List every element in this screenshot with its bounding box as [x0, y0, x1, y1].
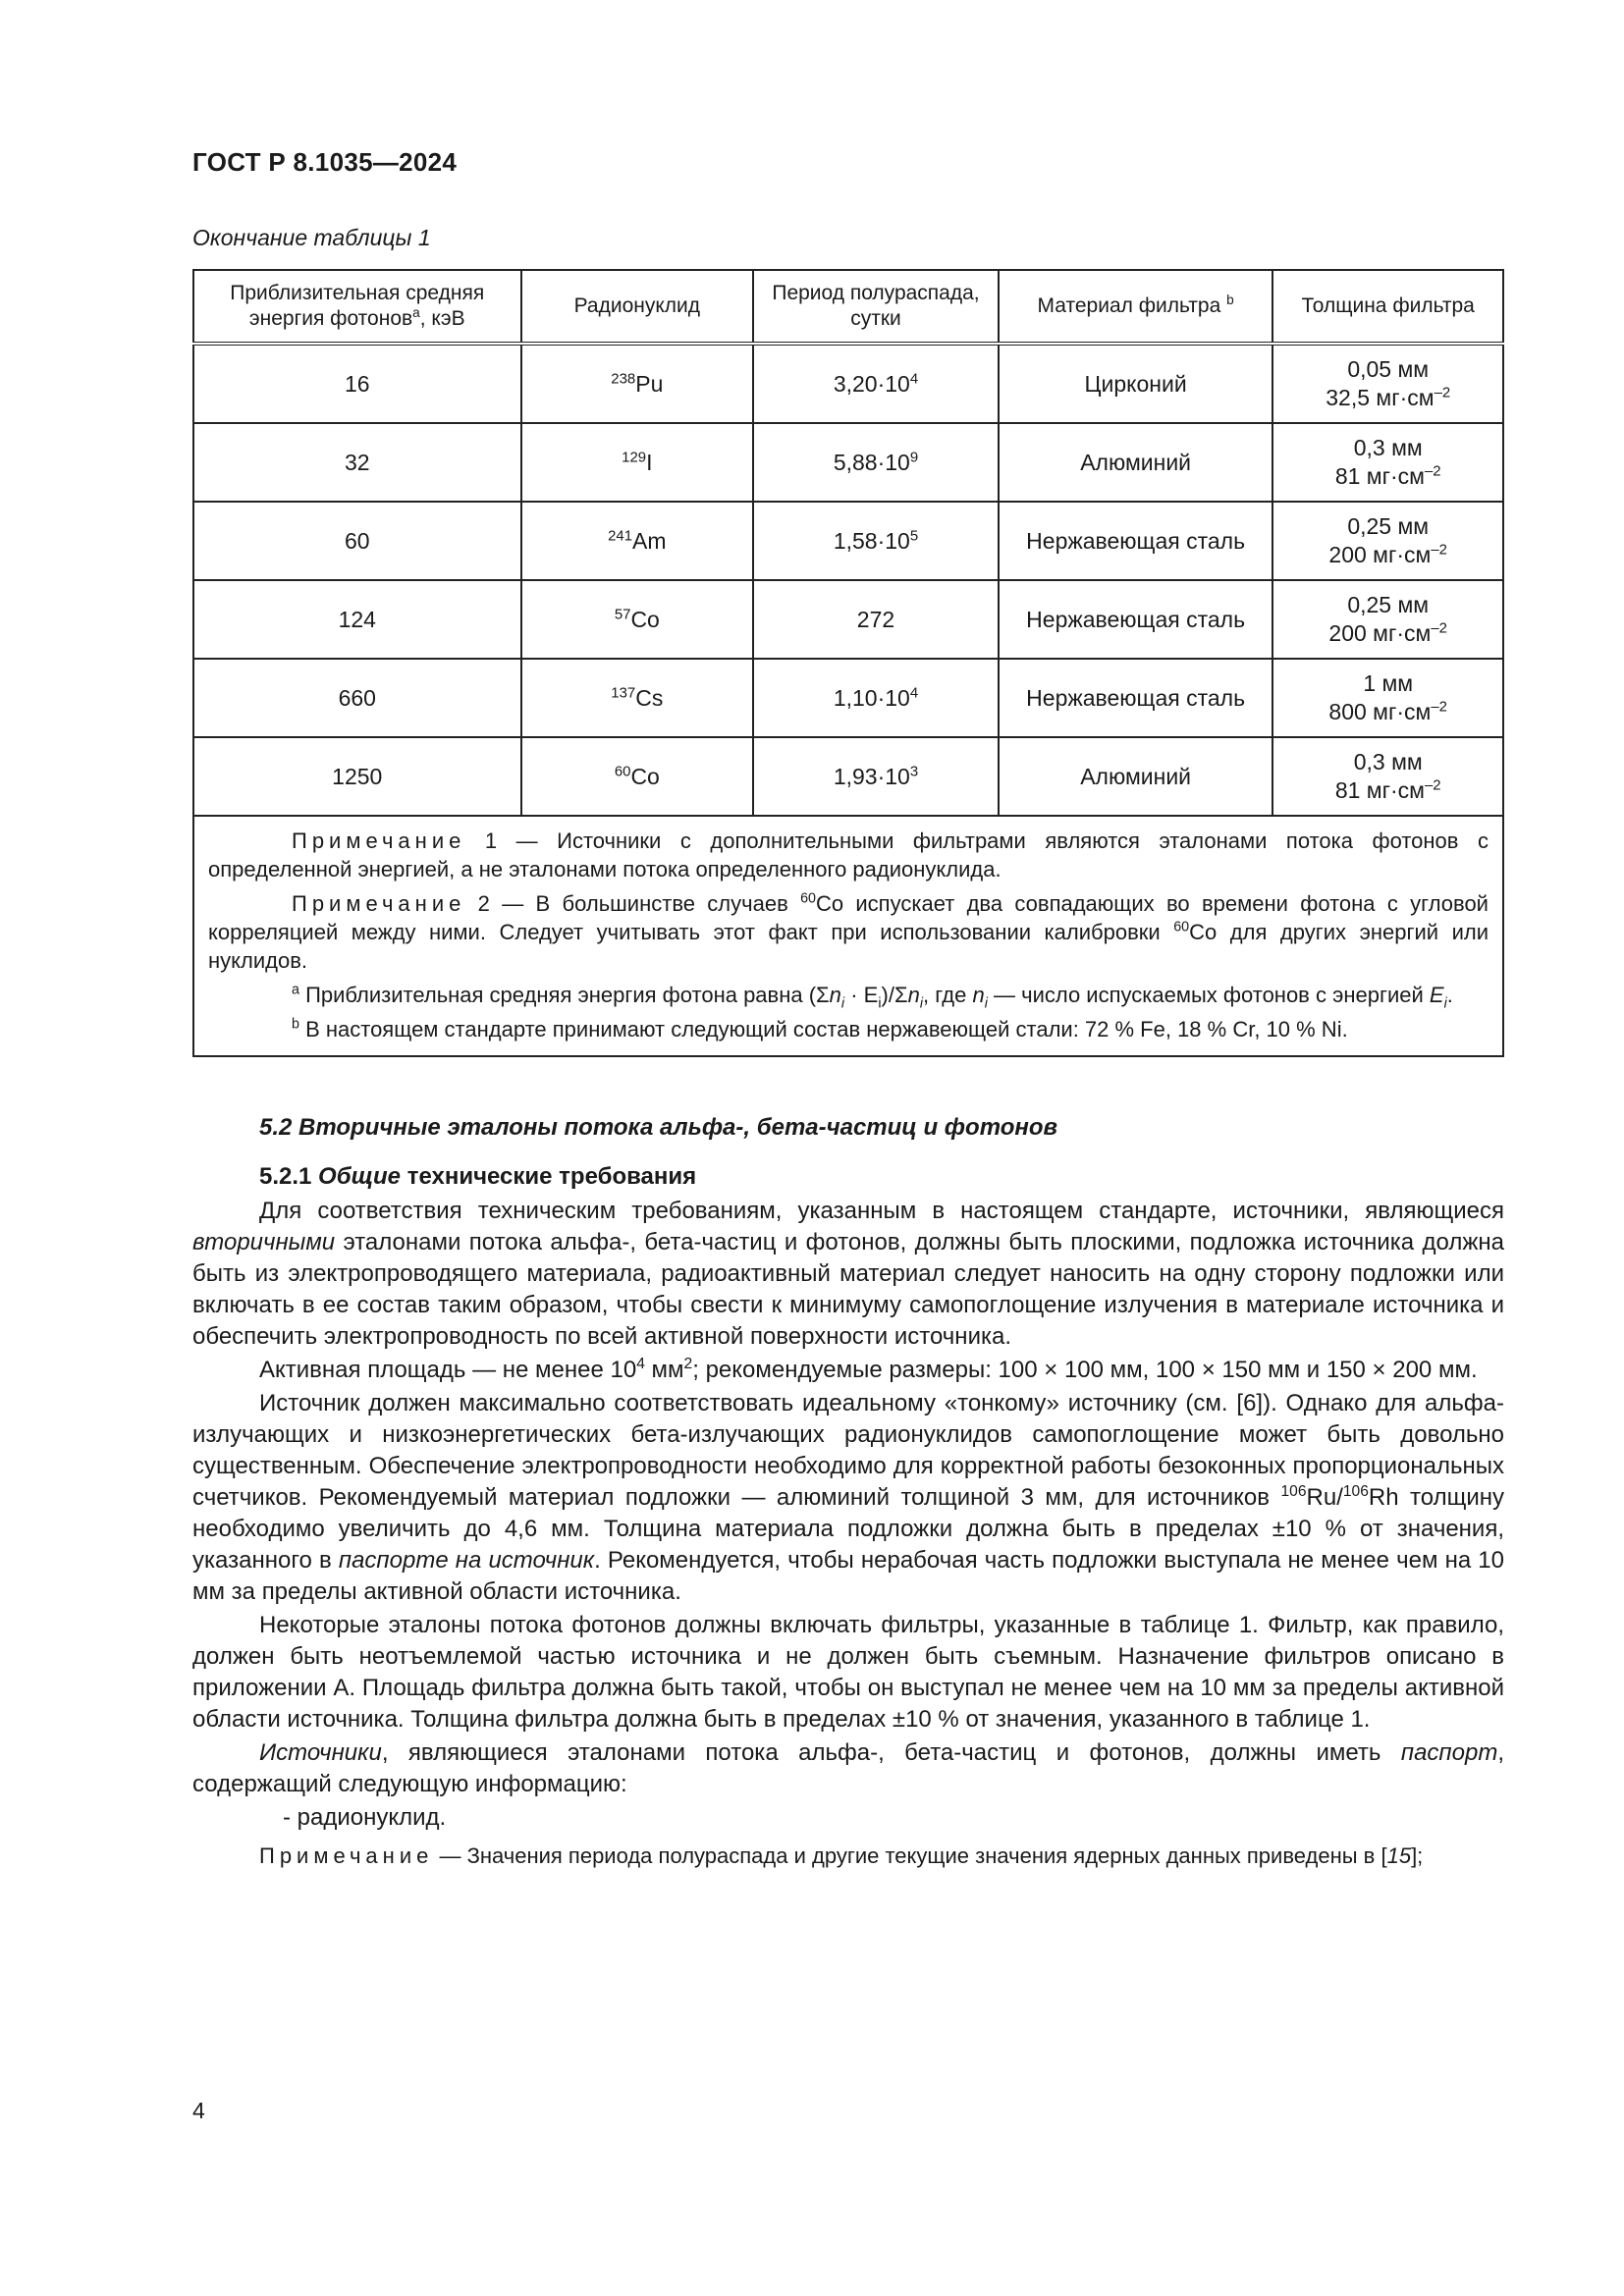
cell-filter-thickness: 1 мм 800 $мг\cdot см^{-2}$ [1272, 659, 1503, 737]
table-footnote-b: $^b$ В настоящем стандарте принимают следующий состав нержавеющей стали: 72 % Fe, 18 % Cr, 10 % Ni. [292, 1016, 1348, 1041]
table-footnote-a: $^a$ Приблизительная средняя энергия фотона равна $(\Sigma n_i \cdot E_i)/\Sigma n_i$, где $n_i$ — число испускаемых фотонов с энергией $E_i$. [292, 982, 1453, 1012]
cell-half-life: $3,20\cdot 10^4$ [753, 344, 999, 423]
section-5-2-1-heading: 5.2.1 Общие технические требования [259, 1163, 697, 1190]
col-header-energy: Приблизительная средняя энергия фотонов$^a$, кэВ [193, 270, 521, 344]
cell-radionuclide: $^{129}$I [521, 423, 754, 502]
cell-half-life: $1,10\cdot 10^4$ [753, 659, 999, 737]
paragraph: Источники, являющиеся эталонами потока альфа-, бета-частиц и фотонов, должны иметь паспорт, содержащий следующую информацию: [192, 1739, 1504, 1797]
table-header-row [193, 270, 1503, 344]
cell-energy: 60 [193, 502, 521, 580]
section-5-2-heading: 5.2 Вторичные эталоны потока альфа-, бета-частиц и фотонов [259, 1114, 1058, 1141]
cell-energy: 660 [193, 659, 521, 737]
cell-filter-material: Нержавеющая сталь [999, 659, 1273, 737]
cell-radionuclide: $^{57}$Co [521, 580, 754, 659]
table-row [193, 737, 1503, 816]
cell-filter-thickness: 0,3 мм 81 $мг\cdot см^{-2}$ [1272, 737, 1503, 816]
paragraph: Источник должен максимально соответствовать идеальному «тонкому» источнику (см. [6]). Однако для альфа-излучающих и низкоэнергетических бета-излучающих радионуклидов самопоглощение может быть довольно существенным. Обеспечение электропроводности необходимо для корректной работы безоконных пропорциональных счетчиков. Рекомендуемый материал подложки — алюминий толщиной 3 мм, для источников $^{106}$Ru/$^{106}$Rh толщину необходимо увеличить до 4,6 мм. Толщина материала подложки должна быть в пределах ±10 % от значения, указанного в паспорте на источник. Рекомендуется, чтобы нерабочая часть подложки выступала не менее чем на 10 мм за пределы активной области источника. [192, 1390, 1505, 1605]
cell-filter-material: Нержавеющая сталь [999, 580, 1273, 659]
cell-filter-thickness: 0,25 мм 200 $мг\cdot см^{-2}$ [1272, 580, 1503, 659]
body-note: Примечание — Значения периода полураспада и другие текущие значения ядерных данных приведены в [15]; [259, 1843, 1424, 1868]
table-note-2: Примечание 2 — В большинстве случаев $^{60}$Co испускает два совпадающих во времени фотона с угловой корреляцией между ними. Следует учитывать этот факт при использовании калибровки $^{60}$Co для других энергий или нуклидов. [208, 890, 1489, 973]
cell-filter-thickness: 0,3 мм 81 $мг\cdot см^{-2}$ [1272, 423, 1503, 502]
document-header-title: ГОСТ Р 8.1035—2024 [192, 147, 458, 177]
cell-filter-material: Алюминий [999, 423, 1273, 502]
table-caption: Окончание таблицы 1 [192, 225, 431, 250]
paragraph: Активная площадь — не менее $10^4$ $мм^2$; рекомендуемые размеры: 100 × 100 мм, 100 × 150 мм и 150 × 200 мм. [259, 1356, 1478, 1383]
cell-filter-material: Алюминий [999, 737, 1273, 816]
body-text [192, 1196, 1504, 1873]
cell-energy: 1250 [193, 737, 521, 816]
cell-energy: 124 [193, 580, 521, 659]
table-row [193, 659, 1503, 737]
table-row [193, 580, 1503, 659]
table-notes-cell [193, 816, 1503, 1056]
filter-table [192, 269, 1504, 1057]
table-row [193, 344, 1503, 423]
cell-radionuclide: $^{60}$Co [521, 737, 754, 816]
col-header-filter-material: Материал фильтра $^b$ [999, 270, 1273, 344]
col-header-filter-thickness: Толщина фильтра [1272, 270, 1503, 344]
cell-filter-thickness: 0,25 мм 200 $мг\cdot см^{-2}$ [1272, 502, 1503, 580]
cell-energy: 32 [193, 423, 521, 502]
table-row [193, 502, 1503, 580]
paragraph: Для соответствия техническим требованиям, указанным в настоящем стандарте, источники, являющиеся вторичными эталонами потока альфа-, бета-частиц и фотонов, должны быть плоскими, подложка источника должна быть из электропроводящего материала, радиоактивный материал следует наносить на одну сторону подложки или включать в ее состав таким образом, чтобы свести к минимуму самопоглощение излучения в материале источника и обеспечить электропроводность по всей активной поверхности источника. [192, 1198, 1504, 1350]
col-header-radionuclide: Радионуклид [521, 270, 754, 344]
cell-half-life: $1,93\cdot 10^3$ [753, 737, 999, 816]
table-row [193, 423, 1503, 502]
paragraph: Некоторые эталоны потока фотонов должны включать фильтры, указанные в таблице 1. Фильтр, как правило, должен быть неотъемлемой частью источника и не должен быть съемным. Назначение фильтров описано в приложении А. Площадь фильтра должна быть такой, чтобы он выступал не менее чем на 10 мм за пределы активной области источника. Толщина фильтра должна быть в пределах ±10 % от значения, указанного в таблице 1. [192, 1612, 1504, 1733]
page-number: 4 [192, 2098, 205, 2123]
cell-energy: 16 [193, 344, 521, 423]
list-item: - радионуклид. [283, 1804, 447, 1831]
cell-half-life: 272 [753, 580, 999, 659]
cell-filter-thickness: 0,05 мм 32,5 $мг\cdot см^{-2}$ [1272, 344, 1503, 423]
cell-radionuclide: $^{137}$Cs [521, 659, 754, 737]
cell-filter-material: Цирконий [999, 344, 1273, 423]
table-notes-row [193, 816, 1503, 1056]
cell-half-life: $5,88\cdot 10^9$ [753, 423, 999, 502]
cell-half-life: $1,58\cdot 10^5$ [753, 502, 999, 580]
cell-filter-material: Нержавеющая сталь [999, 502, 1273, 580]
table-note-1: Примечание 1 — Источники с дополнительными фильтрами являются эталонами потока фотонов с определенной энергией, а не эталонами потока определенного радионуклида. [208, 828, 1489, 881]
cell-radionuclide: $^{238}$Pu [521, 344, 754, 423]
col-header-half-life: Период полураспада, сутки [753, 270, 999, 344]
cell-radionuclide: $^{241}$Am [521, 502, 754, 580]
